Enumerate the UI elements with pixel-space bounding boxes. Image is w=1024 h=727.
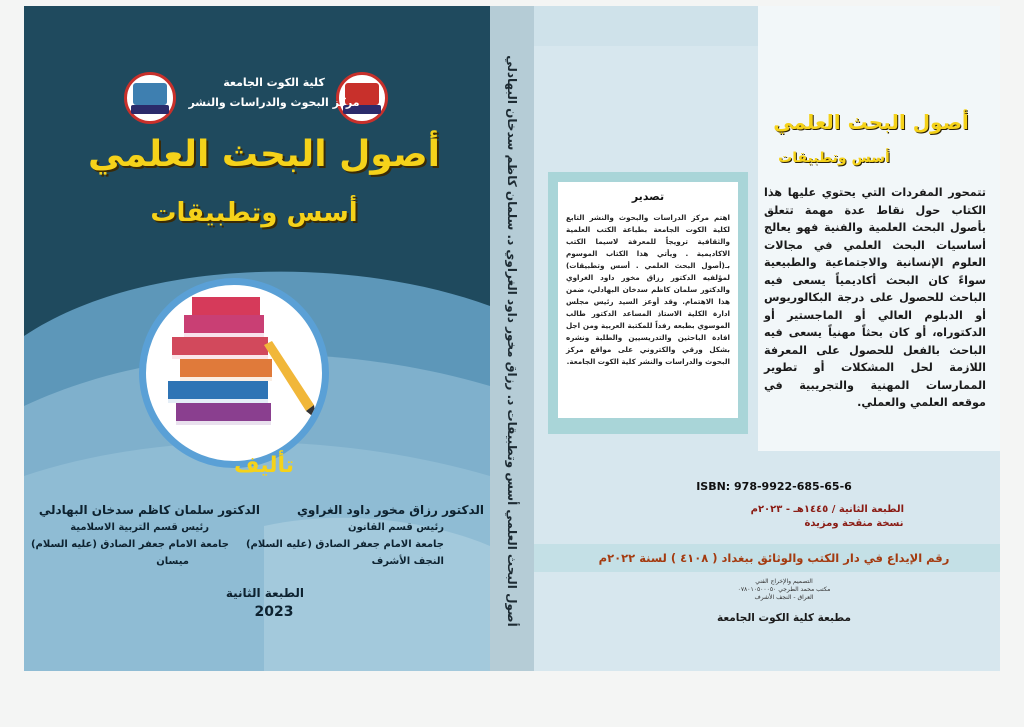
- author2-name: الدكتور سلمان كاظم سدخان البهادلي: [38, 503, 260, 517]
- research-center-name: مركز البحوث والدراسات والنشر: [188, 96, 360, 109]
- author2-position: رئيس قسم التربية الاسلامية: [70, 522, 209, 533]
- front-cover: [24, 6, 490, 671]
- author-heading: تأليف: [234, 453, 294, 478]
- preface-box: [548, 172, 748, 434]
- author1-position: رئيس قسم القانون: [348, 522, 444, 533]
- books-stack-icon: [146, 285, 322, 461]
- edition-label: الطبعة الثانية: [225, 586, 304, 600]
- author2-city: ميسان: [156, 556, 189, 567]
- spine-text: أصول البحث العلمي أسس وتطبيقات د. رزاق مخور داود الغراوي د. سلمان كاظم سدخان البهادلي: [505, 55, 519, 627]
- back-edition-label: الطبعة الثانية / ١٤٤٥هـ - ٢٠٢٣م: [750, 504, 904, 515]
- deposit-number: رقم الإيداع في دار الكتب والوثائق ببغداد ( ٤١٠٨ ) لسنة ٢٠٢٢م: [598, 551, 950, 565]
- revised-edition-note: نسخة منقحة ومزيدة: [804, 518, 904, 529]
- author1-university: جامعة الامام جعفر الصادق (عليه السلام): [245, 539, 444, 550]
- preface-card: [558, 182, 738, 418]
- design-credits: [734, 578, 834, 602]
- right-logo: [124, 72, 176, 124]
- back-cover: [534, 6, 1000, 671]
- book-title: أصول البحث العلمي: [87, 134, 441, 175]
- author2-university: جامعة الامام جعفر الصادق (عليه السلام): [30, 539, 229, 550]
- publication-year: 2023: [254, 604, 294, 620]
- printing-press: مطبعة كلية الكوت الجامعة: [717, 612, 851, 624]
- author1-city: النجف الأشرف: [371, 556, 444, 567]
- design-credit-line: مكتب محمد الطرجي ٠٧٨٠١٠٥٠٠٠٥٠: [737, 586, 831, 593]
- book-spine: [490, 6, 534, 671]
- back-book-title: أصول البحث العلمي: [773, 110, 969, 134]
- isbn-number: ISBN: 978-9922-685-65-6: [696, 480, 852, 493]
- book-description: تتمحور المفردات التي يحتوي عليها هذا الكتاب حول نقاط عدة مهمة تتعلق بأصول البحث العلمية والفنية فهو يعالج أساسيات البحث العلمي في مجالات العلوم الإنسانية والاجتماعية والطبيعية سواءً كان البحث أكاديمياً يسعى فيه الباحث للحصول على درجة البكالوريوس أو الدبلوم العالي أو الماجستير أو الدكتوراه، أو كان بحثاً مهنياً يسعى فيه الباحث بالفعل للحصول على المعرفة اللازمة لحل المشكلات أو تطوير الممارسات المهنية والتجريبية في موقعه العلمي والعملي.: [764, 186, 986, 409]
- books-illustration: [139, 278, 329, 468]
- book-subtitle: أسس وتطبيقات: [150, 198, 358, 228]
- back-book-subtitle: أسس وتطبيقات: [778, 150, 890, 166]
- design-credit-line: العراق - النجف الأشرف: [754, 594, 814, 601]
- author1-name: الدكتور رزاق مخور داود الغراوي: [296, 503, 484, 517]
- preface-title: تصدير: [631, 190, 665, 203]
- design-credit-line: التصميم والإخراج الفني: [755, 578, 813, 585]
- preface-body: اهتم مركز الدراسات والبحوث والنشر التابع لكلية الكوت الجامعة بطباعة الكتب العلمية والثقافية ترويجاً للمعرفة لاسيما الكتب الاكاديمية . ويأتي هذا الكتاب الموسوم بـ(أصول البحث العلمي . أسس وتطبيقات) لمؤلفيه الدكتور رزاق مخور داود الغراوي والدكتور سلمان كاظم سدخان البهادلي، ضمن هذا الاهتمام. وقد أوعز السيد رئيس مجلس ادارة الكلية الاستاذ المساعد الدكتور طالب الموسوي بطبعه رفداً للمكتبة العربية ومن اجل افادة الباحثين والتدريسيين والطلبة ونشره بشكل ورقي والكتروني على مواقع مركز البحوث والدراسات والنشر كلية الكوت الجامعة.: [566, 213, 730, 366]
- university-name: كلية الكوت الجامعة: [223, 76, 325, 89]
